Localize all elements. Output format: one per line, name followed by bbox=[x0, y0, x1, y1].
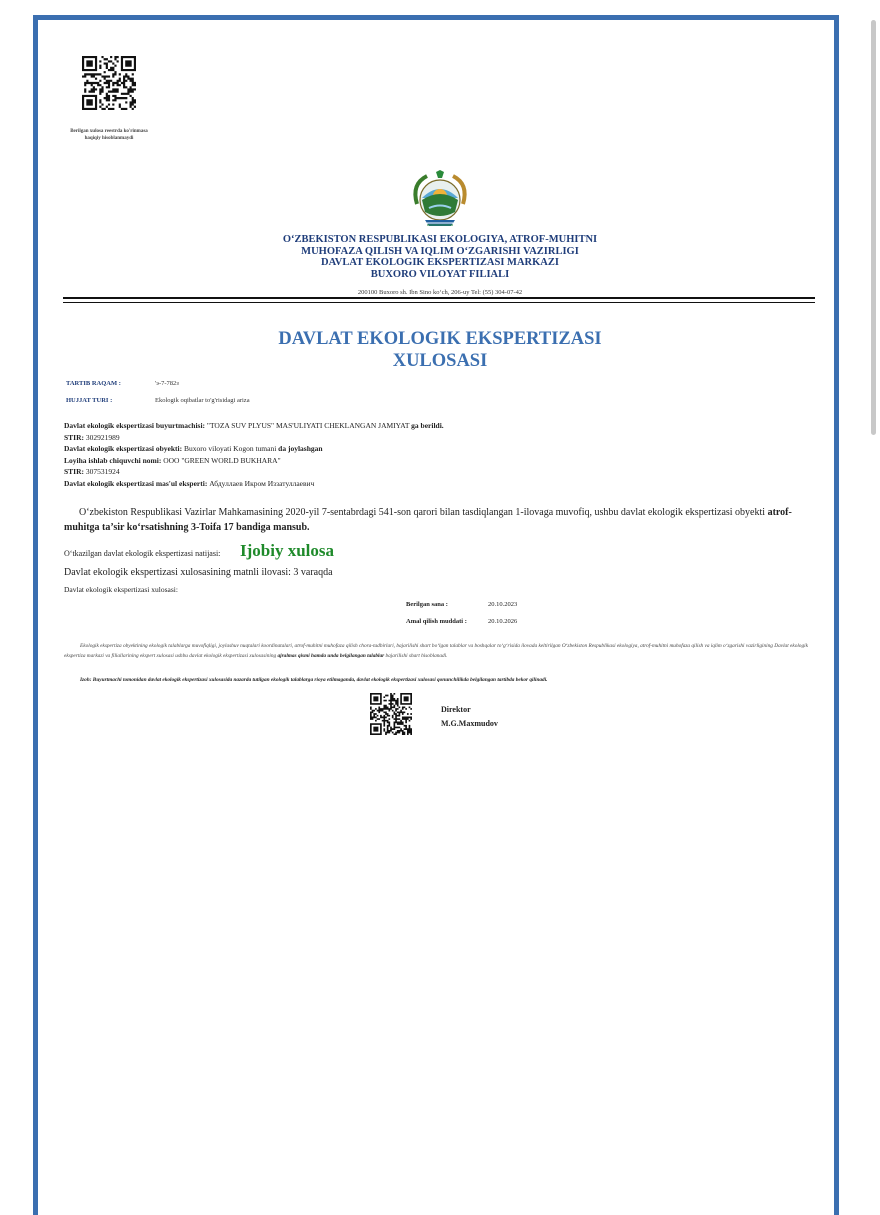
title-line-2: XULOSASI bbox=[392, 351, 488, 371]
designer-stir-row bbox=[64, 466, 804, 478]
expert-label: Davlat ekologik ekspertizasi mas'ul eksperti: bbox=[64, 478, 208, 488]
customer-stir-row bbox=[64, 432, 804, 444]
fine-print-text: Ekologik ekspertiza obyektining ekologik talablarga muvofiqligi, joylashuv nuqtalari koordinatalari, atrof-muhitni muhofaza qilish chora-tadbirlari, bajarilishi shart bo‘lgan talablar va boshqalar to‘g‘risida ilovada keltirilgan O‘zbekiston Respublikasi ekologiya, atrof-muhitni muhofaza qilish va iqlim o‘zgarishi vazirligining Davlat ekologik ekspertiza markazi va filiallarining ekspert xulosasi ushbu davlat ekologik ekspertizasi xulosasining bbox=[64, 643, 808, 659]
doc-type-label: HUJJAT TURI : bbox=[66, 397, 113, 404]
signer-title: Direktor bbox=[441, 705, 471, 714]
object-value: Buxoro viloyati Kogon tumani bbox=[182, 444, 279, 453]
decision-text: O‘zbekiston Respublikasi Vazirlar Mahkamasining 2020-yil 7-sentabrdagi 541-son qarori bilan tasdiqlangan 1-ilovaga muvofiq, ushbu davlat ekologik ekspertizasi obyekti bbox=[79, 507, 768, 518]
org-line-4: BUXORO VILOYAT FILIALI bbox=[370, 268, 510, 280]
stir-label: STIR: bbox=[64, 432, 85, 442]
customer-suffix: ga berildi. bbox=[411, 421, 444, 430]
header-divider-thick bbox=[63, 297, 815, 299]
object-row bbox=[64, 443, 804, 455]
signer-name: M.G.Maxmudov bbox=[441, 719, 498, 728]
validity-value: 20.10.2026 bbox=[488, 618, 518, 625]
org-address: 200100 Buxoro sh. Ibn Sino ko‘ch, 206-uy Tel: (55) 304-07-42 bbox=[357, 289, 523, 296]
doc-type-value: Ekologik oqibatlar to'g'risidagi ariza bbox=[155, 397, 250, 404]
conclusion-label: Davlat ekologik ekspertizasi xulosasi: bbox=[64, 585, 178, 594]
designer-value: ООО "GREEN WORLD BUKHARA" bbox=[161, 455, 281, 465]
appendix-pages: Davlat ekologik ekspertizasi xulosasining matnli ilovasi: 3 varaqda bbox=[64, 567, 333, 578]
registration-value: 'э-7-782з bbox=[155, 380, 179, 387]
state-emblem-icon bbox=[405, 170, 475, 232]
customer-label: Davlat ekologik ekspertizasi buyurtmachisi: bbox=[64, 421, 206, 430]
registration-label: TARTIB RAQAM : bbox=[66, 380, 121, 387]
fine-print bbox=[64, 642, 814, 661]
scrollbar[interactable] bbox=[871, 20, 876, 435]
header-divider-thin bbox=[63, 302, 815, 303]
document-title bbox=[150, 328, 730, 372]
designer-row bbox=[64, 455, 804, 467]
stir-value: 307531924 bbox=[84, 467, 120, 476]
decision-paragraph bbox=[64, 505, 820, 535]
org-line-2: MUHOFAZA QILISH VA IQLIM O‘ZGARISHI VAZIRLIGI bbox=[301, 245, 579, 257]
note: Izoh: Buyurtmachi tomonidan davlat ekologik ekspertizasi xulosasida nazarda tutilgan ekologik talablarga rioya etilmaganda, davlat ekologik ekspertizasi xulosasi qonunchilikda belgilangan tartibda bekor qilinadi. bbox=[80, 677, 548, 683]
expertise-info bbox=[64, 420, 804, 489]
decision-category: atrof-muhitga ta’sir ko‘rsatishning 3-Toifa 17 bandiga mansub. bbox=[64, 507, 792, 533]
issued-date-label: Berilgan sana : bbox=[406, 601, 448, 608]
result-value: Ijobiy xulosa bbox=[240, 541, 334, 560]
org-line-3: DAVLAT EKOLOGIK EKSPERTIZASI MARKAZI bbox=[321, 257, 559, 268]
fine-print-bold: ajralmas qismi hamda unda belgilangan talablar bbox=[277, 652, 385, 659]
issued-date-value: 20.10.2023 bbox=[488, 601, 518, 608]
expert-value: Абдуллаев Икром Иззатуллаевич bbox=[207, 478, 315, 488]
designer-label: Loyiha ishlab chiquvchi nomi: bbox=[64, 455, 162, 465]
signature-block bbox=[441, 703, 498, 731]
qr-note: Berilgan xulosa reestrda ko'rinmasa haqiqiy hisoblanmaydi bbox=[70, 129, 148, 141]
org-line-1: O‘ZBEKISTON RESPUBLIKASI EKOLOGIYA, ATROF-MUHITNI bbox=[282, 234, 598, 245]
customer-row bbox=[64, 420, 804, 432]
qr-code-icon bbox=[82, 56, 136, 110]
stir-value: 302921989 bbox=[84, 432, 120, 442]
qr-code-icon bbox=[370, 693, 412, 735]
validity-label: Amal qilish muddati : bbox=[406, 618, 467, 625]
customer-value: "TOZA SUV PLYUS" MAS'ULIYATI CHEKLANGAN JAMIYAT bbox=[205, 421, 412, 430]
expert-row bbox=[64, 478, 804, 490]
fine-print-tail: bajarilishi shart hisoblanadi. bbox=[384, 652, 448, 659]
stir-label: STIR: bbox=[64, 467, 85, 476]
organization-header bbox=[150, 234, 730, 280]
object-label: Davlat ekologik ekspertizasi obyekti: bbox=[64, 444, 183, 453]
object-suffix: da joylashgan bbox=[278, 444, 323, 453]
result-label: O‘tkazilgan davlat ekologik ekspertizasi natijasi: bbox=[64, 549, 221, 558]
title-line-1: DAVLAT EKOLOGIK EKSPERTIZASI bbox=[278, 329, 602, 349]
